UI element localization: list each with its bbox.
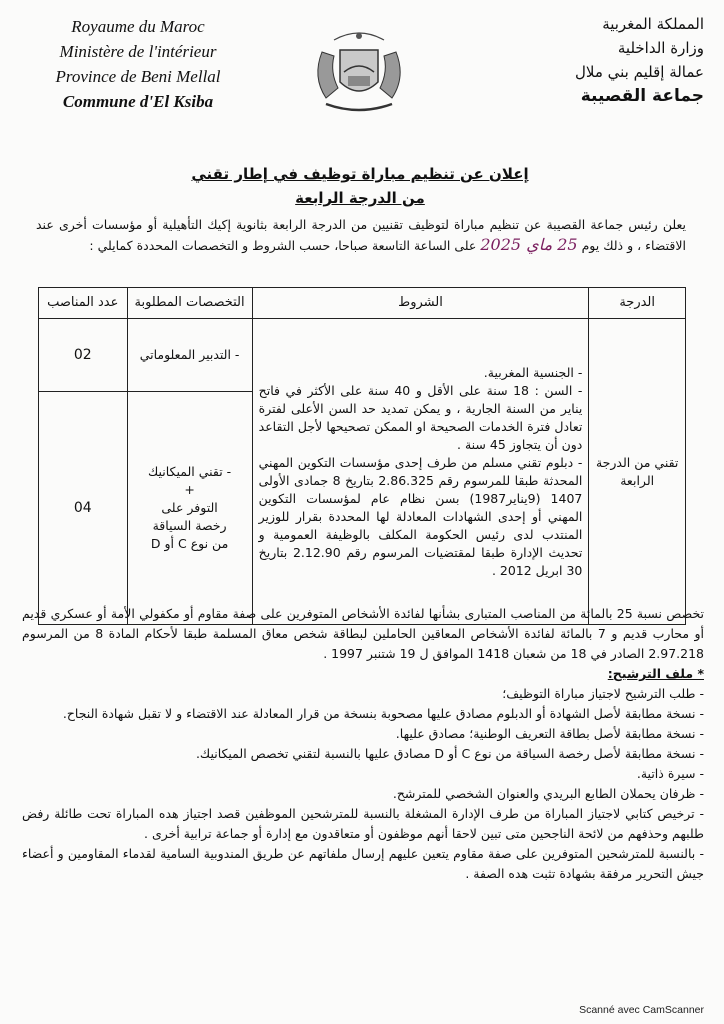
positions-count: 04 — [39, 392, 128, 625]
intro-text-2: على الساعة التاسعة صباحا، حسب الشروط و التخصصات المحددة كمايلي : — [89, 238, 477, 253]
specialty-cell — [127, 392, 252, 625]
specialty-line: - تقني الميكانيك — [147, 464, 232, 479]
header-ar-line: وزارة الداخلية — [617, 39, 704, 57]
header-fr-line: Province de Beni Mellal — [55, 67, 221, 86]
arabic-header — [504, 12, 704, 108]
dossier-item: - طلب الترشيح لاجتياز مباراة التوظيف؛ — [502, 686, 704, 701]
header-ar-line: عمالة إقليم بني ملال — [574, 63, 704, 81]
dossier-item: - بالنسبة للمترشحين المتوفرين على صفة مقاوم يتعين عليهم إرسال ملفاتهم عن طريق المندوبية السامية لقدماء المقاومين و أعضاء جيش التحرير مرفقة بشهادة تثبت هده الصفة . — [22, 846, 704, 881]
header-specialties: التخصصات المطلوبة — [127, 288, 252, 319]
header-fr-line: Royaume du Maroc — [71, 17, 205, 36]
header-ar-line: المملكة المغربية — [602, 15, 704, 33]
dossier-item: - نسخة مطابقة لأصل الشهادة أو الدبلوم مصادق عليها مصحوبة بنسخة من قرار المعادلة عند الاقتضاء و لا تقبل شهادة النجاح. — [62, 706, 704, 721]
intro-paragraph — [36, 215, 686, 256]
specialty-line: من نوع C أو D — [150, 536, 229, 551]
specialty-line: التوفر على — [161, 500, 218, 515]
condition-item: - الجنسية المغربية. — [483, 364, 583, 380]
dossier-item: - نسخة مطابقة لأصل رخصة السياقة من نوع C أو D مصادق عليها بالنسبة لتقني تخصص الميكانيك. — [195, 746, 704, 761]
header-positions: عدد المناصب — [39, 288, 128, 319]
table-header-row — [39, 288, 686, 319]
dossier-item: - ظرفان يحملان الطابع البريدي والعنوان الشخصي للمترشح. — [392, 786, 704, 801]
condition-item: - دبلوم تقني مسلم من طرف إحدى مؤسسات التكوين المهني المحدثة طبقا للمرسوم رقم 2.86.325 بتاريخ 8 جمادى الأولى 1407 (9يناير1987) بسن نظام عام لمؤسسات التكوين المهني أو إحدى الشهادات المعادلة لها المحددة بقرار للوزير المنتدب لدى رئيس الحكومة المكلف بالوظيفة العمومية و تحديث الإدارة طبقا لمقتضيات المرسوم رقم 2.12.90 بتاريخ 30 ابريل 2012 . — [258, 454, 583, 578]
coat-of-arms-emblem — [304, 22, 414, 122]
dossier-title: * ملف الترشيح: — [607, 666, 704, 681]
quota-paragraph: تخصص نسبة 25 بالمائة من المناصب المتبارى بشأنها لفائدة الأشخاص المتوفرين على صفة مقاوم أو مكفولي الأمة أو عسكري قديم أو محارب قديم و 7 بالمائة لفائدة الأشخاص المعاقين الحاملين لبطاقة شخص معاق المسلمة طبقا لأحكام المادة 8 من المرسوم 2.97.218 الصادر في 18 من شعبان 1418 الموافق ل 19 شتنبر 1997 . — [22, 606, 704, 661]
header-fr-line: Ministère de l'intérieur — [59, 42, 217, 61]
header-conditions: الشروط — [252, 288, 589, 319]
header-ar-commune: جماعة القصيبة — [580, 86, 704, 106]
intro-text-1: يعلن رئيس جماعة القصيبة عن تنظيم مباراة لتوظيف تقنيين من الدرجة الرابعة بثانوية إكيك التأهيلية أو مؤسسات أخرى عند الاقتضاء ، و ذلك يوم — [36, 217, 686, 253]
specialty-cell: - التدبير المعلوماتي — [127, 319, 252, 392]
table-row — [39, 319, 686, 392]
announcement-title — [150, 162, 570, 210]
specialty-line: رخصة السياقة — [152, 518, 227, 533]
header-fr-commune: Commune d'El Ksiba — [62, 92, 214, 111]
french-header — [38, 14, 238, 114]
condition-item: - السن : 18 سنة على الأقل و 40 سنة على الأكثر في فاتح يناير من السنة الجارية ، و يمكن تمديد حد السن الأعلى لفترة تعادل فترة الخدمات الصحيحة او الممكن تصحيحها لأجل التقاعد دون أن يتجاوز 45 سنة . — [258, 382, 583, 452]
grade-cell: تقني من الدرجة الرابعة — [589, 319, 686, 625]
dossier-item: - ترخيص كتابي لاجتياز المباراة من طرف الإدارة المشغلة بالنسبة للمترشحين الموظفين قصد اجتياز هده المباراة تحت طائلة رفض طلبهم وحذفهم من لائحة الناجحين متى تبين لاحقا أنهم موظفون أو متعاقدون مع إدارة أو جماعة ترابية أخرى . — [22, 806, 704, 841]
requirements-table — [38, 287, 686, 625]
scanner-watermark: Scanné avec CamScanner — [579, 1004, 704, 1016]
positions-count: 02 — [39, 319, 128, 392]
handwritten-date: 25 ماي 2025 — [480, 235, 578, 254]
header-grade: الدرجة — [589, 288, 686, 319]
conditions-cell — [252, 319, 589, 625]
specialty-line: + — [184, 482, 195, 497]
post-table-section — [22, 604, 704, 884]
title-line-2: من الدرجة الرابعة — [295, 189, 425, 207]
dossier-item: - سيرة ذاتية. — [636, 766, 704, 781]
title-line-1: إعلان عن تنظيم مباراة توظيف في إطار تقني — [191, 165, 529, 183]
dossier-item: - نسخة مطابقة لأصل بطاقة التعريف الوطنية؛ مصادق عليها. — [395, 726, 704, 741]
